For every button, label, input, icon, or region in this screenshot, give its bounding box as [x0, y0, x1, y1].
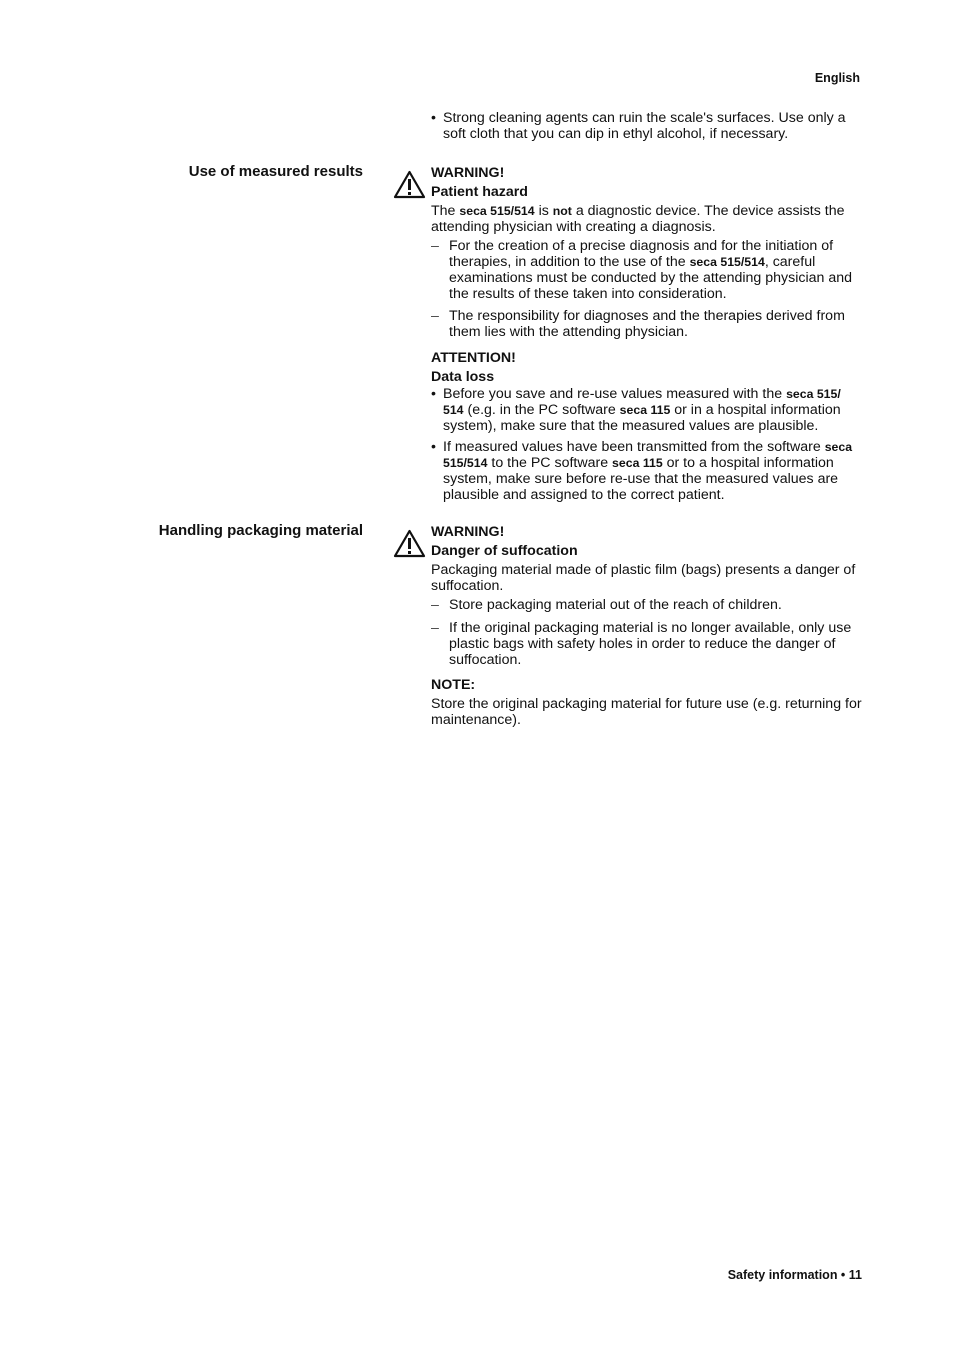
warning-subtitle: Patient hazard	[431, 184, 528, 200]
warning-suffocation	[431, 524, 863, 728]
attention-subtitle: Data loss	[431, 369, 495, 385]
warning-subtitle: Danger of suffocation	[431, 543, 578, 559]
item-text: Before you save and re-use values measured with the	[443, 386, 787, 402]
warning-patient-hazard	[431, 165, 863, 503]
software-name: seca 115	[612, 456, 663, 470]
warning-body: Packaging material made of plastic film (bags) presents a danger of suffocation.	[431, 562, 856, 594]
dash-mark: –	[431, 238, 439, 254]
software-name: seca 115	[619, 403, 671, 417]
item-text: The responsibility for diagnoses and the therapies derived from them lies with the attending physician.	[449, 308, 845, 340]
item-text: If measured values have been transmitted from the software	[443, 439, 825, 455]
list-item	[431, 597, 863, 613]
bullet-mark: •	[431, 386, 436, 402]
item-text: Store packaging material out of the reach of children.	[449, 597, 782, 613]
warning-label: WARNING!	[431, 524, 505, 540]
product-name: seca 515/514	[443, 440, 853, 470]
product-name: seca 515/514	[459, 204, 535, 218]
warning-body-text-3: a diagnostic device. The device assists the attending physician with creating a diagnosis.	[431, 203, 845, 235]
warning-body-text-2: is	[534, 203, 553, 219]
item-text: For the creation of a precise diagnosis and for the initiation of therapies, in addition to the use of the	[449, 238, 834, 270]
intro-block	[431, 110, 863, 142]
list-item	[431, 386, 863, 434]
intro-text: Strong cleaning agents can ruin the scale's surfaces. Use only a soft cloth that you can dip in ethyl alcohol, if necessary.	[443, 110, 846, 142]
warning-triangle-icon	[393, 529, 426, 558]
attention-label: ATTENTION!	[431, 350, 516, 366]
list-item	[431, 238, 863, 302]
warning-label: WARNING!	[431, 165, 505, 181]
dash-mark: –	[431, 308, 439, 324]
item-text: or in a hospital information system), make sure that the measured values are plausible.	[443, 402, 841, 434]
note-body: Store the original packaging material for future use (e.g. returning for maintenance).	[431, 696, 862, 728]
item-text: , careful examinations must be conducted by the attending physician and the results of these taken into consideration.	[449, 254, 853, 302]
list-item	[431, 439, 863, 503]
note-label: NOTE:	[431, 677, 476, 693]
list-item	[431, 620, 863, 668]
page-footer: Safety information • 11	[727, 1268, 862, 1282]
warning-body-text-1: The	[431, 203, 460, 219]
warning-triangle-icon	[393, 170, 426, 199]
bullet-mark: •	[431, 110, 436, 126]
list-item	[431, 110, 863, 142]
item-text: If the original packaging material is no longer available, only use plastic bags with safety holes in order to reduce the danger of suffocation.	[449, 620, 852, 668]
product-name: seca 515/514	[689, 255, 765, 269]
page-language-label: English	[814, 71, 860, 85]
product-name: seca 515/ 514	[443, 387, 841, 417]
warning-body	[431, 203, 863, 235]
emphasis-not: not	[552, 204, 572, 218]
dash-mark: –	[431, 620, 439, 636]
dash-mark: –	[431, 597, 439, 613]
bullet-mark: •	[431, 439, 436, 455]
list-item	[431, 308, 863, 340]
section-heading-packaging: Handling packaging material	[158, 522, 363, 539]
item-text: to the PC software	[487, 455, 613, 471]
section-heading-measured-results: Use of measured results	[188, 163, 363, 180]
item-text: (e.g. in the PC software	[463, 402, 620, 418]
item-text: or to a hospital information system, make sure before re-use that the measured values are plausible and assigned to the correct patient.	[443, 455, 839, 503]
